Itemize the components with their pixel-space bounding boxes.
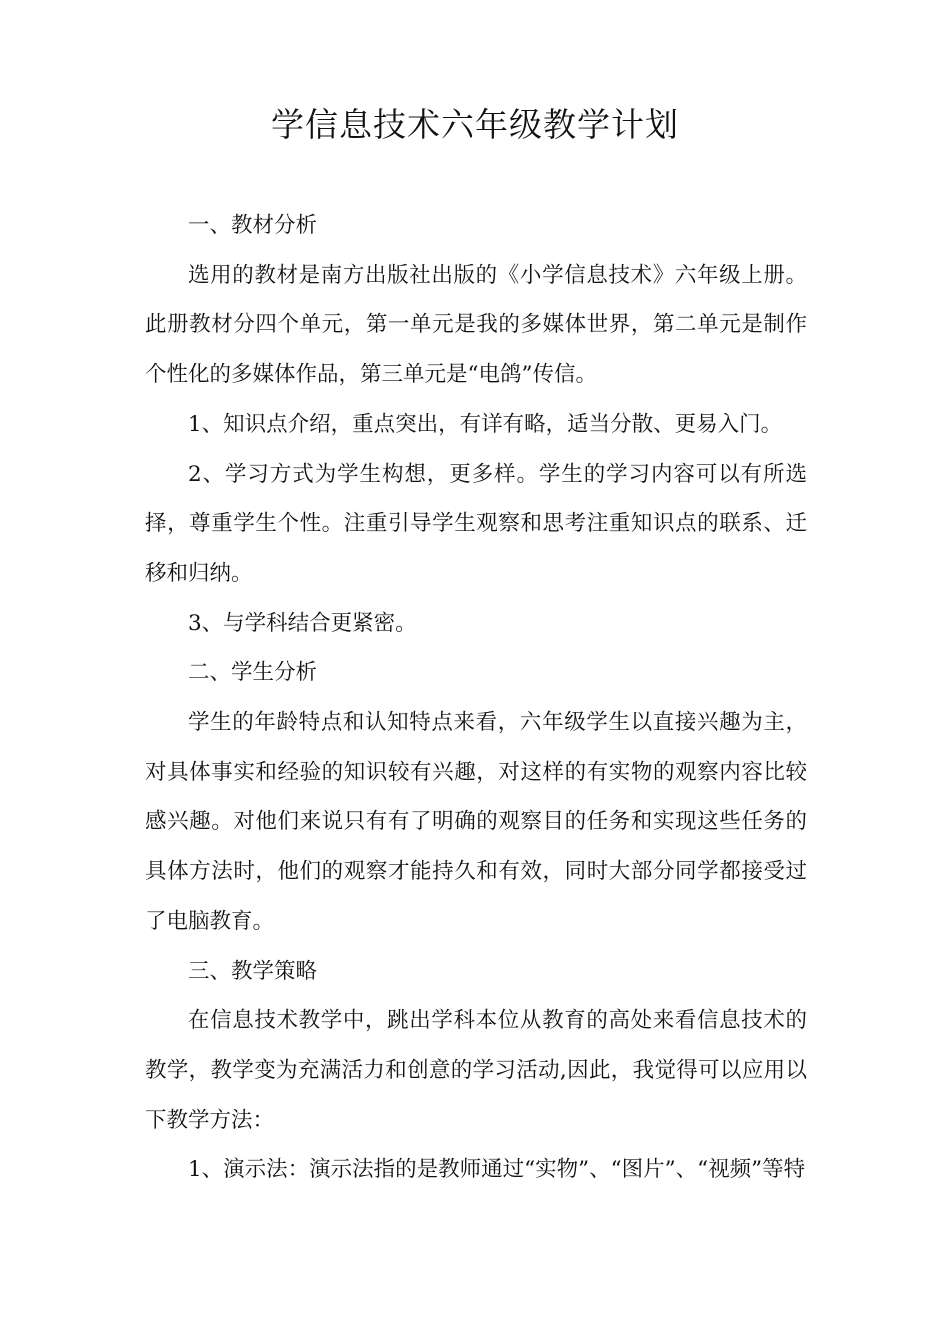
list-item: 1、演示法：演示法指的是教师通过“实物”、“图片”、“视频”等特: [188, 1157, 806, 1183]
paragraph: 选用的教材是南方出版社出版的《小学信息技术》六年级上册。此册教材分四个单元，第一单元是我的多媒体世界，第二单元是制作个性化的多媒体作品，第三单元是“电鸽”传信。: [145, 262, 807, 388]
list-item: 2、学习方式为学生构想，更多样。学生的学习内容可以有所选择，尊重学生个性。注重引导学生观察和思考注重知识点的联系、迁移和归纳。: [145, 461, 807, 586]
document-title: 学信息技术六年级教学计划: [271, 105, 679, 144]
paragraph: 学生的年龄特点和认知特点来看，六年级学生以直接兴趣为主，对具体事实和经验的知识较有兴趣，对这样的有实物的观察内容比较感兴趣。对他们来说只有有了明确的观察目的任务和实现这些任务的具体方法时，他们的观察才能持久和有效，同时大部分同学都接受过了电脑教育。: [145, 710, 807, 934]
document-body: [145, 201, 807, 1195]
list-item: 3、与学科结合更紧密。: [188, 610, 417, 636]
section-heading: 二、学生分析: [188, 660, 318, 686]
section-heading: 三、教学策略: [188, 958, 318, 984]
paragraph: 在信息技术教学中，跳出学科本位从教育的高处来看信息技术的教学，教学变为充满活力和创意的学习活动,因此，我觉得可以应用以下教学方法：: [145, 1008, 807, 1133]
section-heading: 一、教材分析: [188, 213, 318, 238]
list-item: 1、知识点介绍，重点突出，有详有略，适当分散、更易入门。: [188, 411, 783, 437]
